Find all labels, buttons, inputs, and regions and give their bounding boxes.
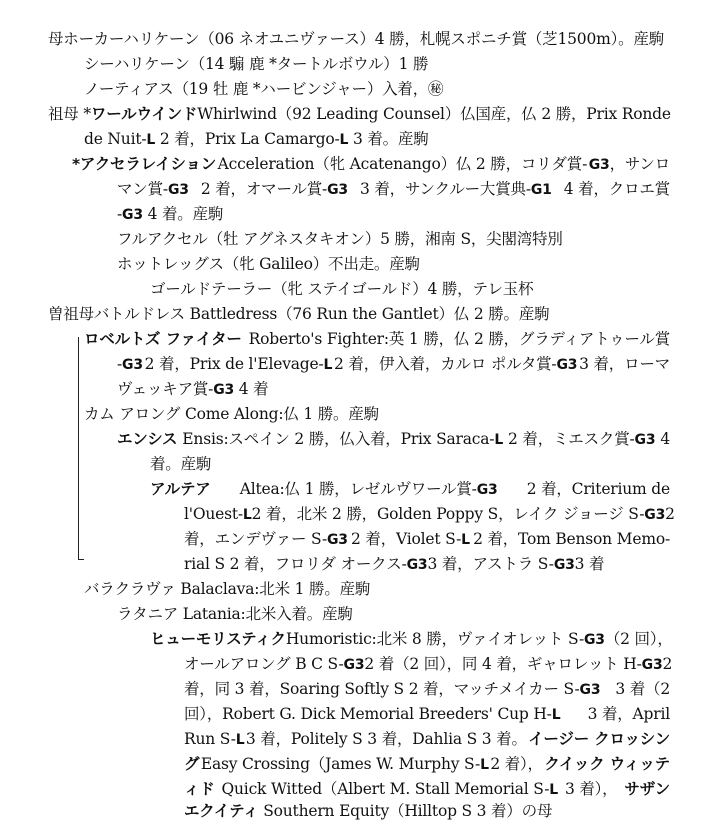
text-line-17 bbox=[117, 427, 670, 453]
text-line-15 bbox=[117, 377, 268, 403]
grade-label: G3 bbox=[644, 507, 666, 523]
text-segment: 4 着 bbox=[234, 380, 269, 398]
text-segment: 3 着。産駒 bbox=[348, 130, 429, 148]
text-segment: 3 着）， bbox=[564, 780, 618, 798]
text-line-14 bbox=[117, 352, 670, 378]
text-segment: Easy Crossing（James W. Murphy S- bbox=[200, 755, 481, 773]
text-segment: Whirlwind（92 Leading Counsel）仏国産，仏 2 勝，Prix Ronde bbox=[197, 105, 671, 123]
text-segment: 2 着，伊入着，カルロ ポルタ賞- bbox=[334, 355, 557, 373]
text-segment: Humoristic:北米 8 勝，ヴァイオレット S- bbox=[285, 630, 584, 648]
text-segment: 2 着，Prix La Camargo- bbox=[155, 130, 340, 148]
text-line-23 bbox=[84, 577, 370, 602]
text-segment: 4 bbox=[660, 430, 670, 448]
text-segment: 3 着（2 bbox=[615, 680, 670, 698]
text-segment: l'Ouest- bbox=[184, 505, 243, 523]
text-line-21 bbox=[184, 527, 670, 553]
text-segment: 4 着。産駒 bbox=[142, 205, 224, 223]
text-segment: 4 着，クロエ賞 bbox=[563, 180, 670, 198]
offspring-line: ゴールドテーラー（牝 ステイゴールド）4 勝，テレ玉杯 bbox=[150, 280, 534, 298]
text-line-3 bbox=[84, 77, 443, 102]
horse-name: グ bbox=[184, 755, 200, 773]
grade-label: L bbox=[494, 432, 504, 448]
text-line-5 bbox=[84, 127, 429, 153]
grade-label: G1 bbox=[530, 182, 552, 198]
text-segment: - bbox=[117, 355, 123, 373]
grade-label: G3 bbox=[476, 482, 498, 498]
text-segment: 回），Robert G. Dick Memorial Breeders' Cup H- bbox=[184, 705, 552, 723]
text-line-1 bbox=[48, 27, 664, 52]
offspring-line: ノーティアス（19 牡 鹿 *ハービンジャー）入着，㊙ bbox=[84, 80, 444, 98]
text-line-2 bbox=[84, 52, 428, 77]
grade-label: L bbox=[146, 132, 156, 148]
text-line-27 bbox=[184, 677, 670, 703]
grade-label: L bbox=[339, 132, 349, 148]
grade-label: G3 bbox=[553, 557, 575, 573]
horse-name: アルテア bbox=[150, 480, 211, 498]
text-line-12 bbox=[48, 302, 549, 327]
text-line-20 bbox=[184, 502, 675, 528]
text-segment: Roberto's Fighter:英 1 勝，仏 2 勝，グラディアトゥール賞 bbox=[248, 330, 670, 348]
grade-label: L bbox=[480, 757, 489, 773]
grade-label: G3 bbox=[583, 632, 605, 648]
text-segment: 着，エンデヴァー S- bbox=[184, 530, 327, 548]
grade-label: G3 bbox=[122, 357, 143, 373]
text-line-24 bbox=[117, 602, 353, 627]
text-segment: 3 着，ローマ bbox=[579, 355, 670, 373]
text-segment: Acceleration（牝 Acatenango）仏 2 勝，コリダ賞- bbox=[217, 155, 588, 173]
text-segment: 2 着，Criterium de bbox=[526, 480, 670, 498]
offspring-line: バラクラヴァ Balaclava:北米 1 勝。産駒 bbox=[84, 580, 371, 598]
text-segment: 2 着，Violet S- bbox=[351, 530, 462, 548]
text-segment: 着，同 3 着，Soaring Softly S 2 着，マッチメイカー S- bbox=[184, 680, 580, 698]
text-line-26 bbox=[184, 652, 673, 678]
text-segment: 2 bbox=[665, 505, 675, 523]
text-segment: 2 着，Tom Benson Memo- bbox=[473, 530, 670, 548]
horizontal-rule-line bbox=[78, 559, 84, 560]
import-mark: * bbox=[72, 155, 80, 173]
text-line-8 bbox=[117, 202, 223, 228]
text-line-6 bbox=[72, 152, 670, 178]
text-segment: 2 bbox=[662, 655, 673, 673]
grade-label: G3 bbox=[343, 657, 365, 673]
vertical-rule-line bbox=[78, 337, 79, 559]
grade-label: L bbox=[235, 732, 245, 748]
text-line-32 bbox=[184, 802, 552, 820]
horse-name: ヒューモリスティク bbox=[150, 630, 286, 648]
grade-label: G3 bbox=[327, 182, 348, 198]
text-segment: ヴェッキア賞- bbox=[117, 380, 214, 398]
text-segment: Quick Witted（Albert M. Stall Memorial S- bbox=[221, 780, 550, 798]
text-segment: オールアロング B C S- bbox=[184, 655, 344, 673]
text-segment: 3 着，アストラ S- bbox=[427, 555, 554, 573]
grade-label: G3 bbox=[579, 682, 601, 698]
text-segment: 2 着，Prix de l'Elevage- bbox=[144, 355, 324, 373]
grade-label: L bbox=[242, 507, 252, 523]
text-segment: - bbox=[117, 205, 123, 223]
text-segment: Southern Equity（Hilltop S 3 着）の母 bbox=[258, 802, 553, 820]
text-segment: 2 着（2 回），同 4 着，ギャロレット H- bbox=[364, 655, 642, 673]
grade-label: L bbox=[461, 532, 470, 548]
text-line-9 bbox=[117, 227, 563, 252]
great-granddam-line: 曽祖母バトルドレス Battledress（76 Run the Gantlet）仏 2 勝。産駒 bbox=[48, 305, 550, 323]
text-segment: （2 回）， bbox=[604, 630, 673, 648]
text-segment: Ensis:スペイン 2 勝，仏入着，Prix Saraca- bbox=[182, 430, 495, 448]
text-line-25 bbox=[150, 627, 673, 653]
grade-label: L bbox=[551, 707, 561, 723]
offspring-line: カム アロング Come Along:仏 1 勝。産駒 bbox=[84, 405, 379, 423]
text-segment: Run S- bbox=[184, 730, 236, 748]
text-line-19 bbox=[150, 477, 670, 503]
text-segment: Altea:仏 1 勝，レゼルヴワール賞- bbox=[239, 480, 477, 498]
horse-name: アクセラレイション bbox=[79, 155, 217, 173]
grade-label: G3 bbox=[556, 357, 578, 373]
horse-name: ィド bbox=[184, 780, 215, 798]
text-line-4 bbox=[48, 102, 670, 127]
text-line-18 bbox=[150, 452, 211, 477]
horse-name: エンシス bbox=[117, 430, 178, 448]
grade-label: L bbox=[323, 357, 333, 373]
granddam-label: 祖母 * bbox=[48, 105, 91, 123]
offspring-line: ラタニア Latania:北米入着。産駒 bbox=[117, 605, 353, 623]
grade-label: G3 bbox=[327, 532, 348, 548]
grade-label: G3 bbox=[406, 557, 428, 573]
offspring-line: フルアクセル（牡 アグネスタキオン）5 勝，湘南 S，尖閣湾特別 bbox=[117, 230, 563, 248]
text-line-28 bbox=[184, 702, 670, 728]
grade-label: G3 bbox=[167, 182, 189, 198]
horse-name: イージー クロッシン bbox=[528, 730, 670, 748]
text-segment: 3 着，April bbox=[587, 705, 670, 723]
text-segment: 3 着，サンクルー大賞典- bbox=[359, 180, 531, 198]
text-segment: 2 着）， bbox=[490, 755, 543, 773]
text-segment: 3 着，Politely S 3 着，Dahlia S 3 着。 bbox=[245, 730, 527, 748]
horse-name: ワールウインド bbox=[90, 105, 198, 123]
text-line-29 bbox=[184, 727, 670, 753]
text-line-11 bbox=[150, 277, 533, 302]
text-segment: rial S 2 着，フロリダ オークス- bbox=[184, 555, 407, 573]
text-line-30 bbox=[184, 752, 670, 778]
text-line-7 bbox=[117, 177, 670, 203]
dam-line: 母ホーカーハリケーン（06 ネオユニヴァース）4 勝，札幌スポニチ賞（芝1500m）。産駒 bbox=[48, 30, 665, 48]
horse-name: エクイティ bbox=[184, 802, 259, 820]
grade-label: G3 bbox=[588, 157, 610, 173]
text-line-22 bbox=[184, 552, 604, 578]
text-segment: マン賞- bbox=[117, 180, 168, 198]
grade-label: G3 bbox=[122, 207, 143, 223]
text-line-13 bbox=[84, 327, 670, 352]
text-segment: 2 着，ミエスク賞- bbox=[508, 430, 635, 448]
grade-label: G3 bbox=[641, 657, 663, 673]
offspring-line: ホットレッグス（牝 Galileo）不出走。産駒 bbox=[117, 255, 420, 273]
text-segment: 着。産駒 bbox=[150, 455, 212, 473]
text-line-31 bbox=[184, 777, 670, 803]
horse-name: サザン bbox=[624, 780, 670, 798]
grade-label: G3 bbox=[634, 432, 656, 448]
text-line-16 bbox=[84, 402, 379, 427]
text-line-10 bbox=[117, 252, 420, 277]
text-segment: 2 着，北米 2 勝，Golden Poppy S，レイク ジョージ S- bbox=[251, 505, 645, 523]
horse-name: クイック ウィッテ bbox=[544, 755, 670, 773]
text-segment: 2 着，オマール賞- bbox=[200, 180, 328, 198]
text-segment: de Nuit- bbox=[84, 130, 147, 148]
text-segment: ，サンロ bbox=[609, 155, 670, 173]
grade-label: G3 bbox=[213, 382, 235, 398]
grade-label: L bbox=[549, 782, 559, 798]
offspring-line: シーハリケーン（14 騸 鹿 *タートルボウル）1 勝 bbox=[84, 55, 429, 73]
text-segment: 3 着 bbox=[574, 555, 605, 573]
horse-name: ロベルトズ ファイター bbox=[84, 330, 242, 348]
